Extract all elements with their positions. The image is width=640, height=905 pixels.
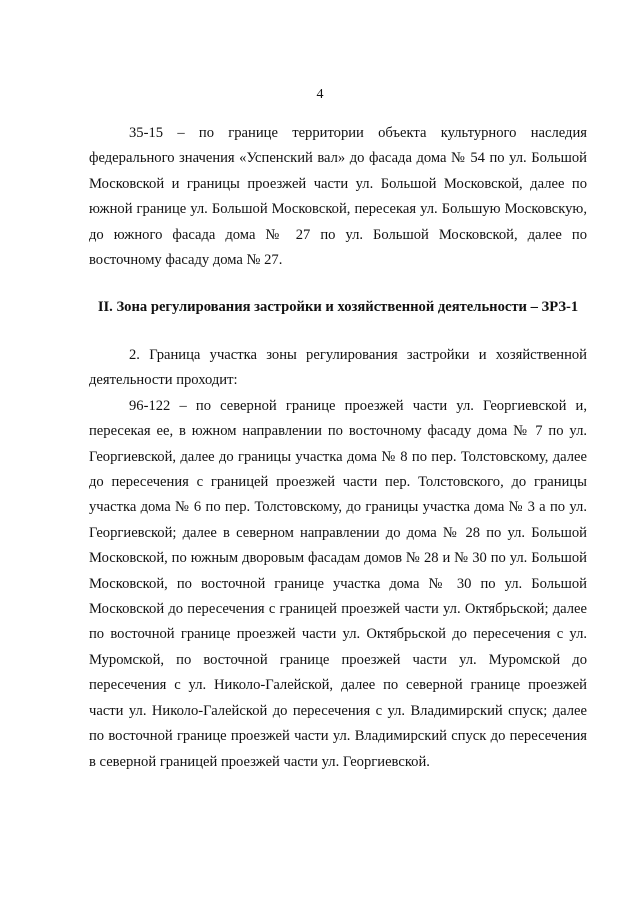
section-1-text (89, 121, 587, 273)
section-heading-zrz-1: II. Зона регулирования застройки и хозяйственной деятельности – ЗРЗ-1 (97, 299, 579, 315)
section-2-text (89, 343, 587, 775)
page-number: 4 (316, 87, 324, 102)
paragraph-96-122: 96-122 – по северной границе проезжей части ул. Георгиевской и, пересекая ее, в южном направлении по восточному фасаду дома № 7 по ул. Георгиевской, далее до границы участка дома № 8 по пер. Толстовскому, далее до пересечения с границей проезжей части пер. Толстовского, до границы участка дома № 6 по пер. Толстовскому, до границы участка дома № 3 а по ул. Георгиевской; далее в северном направлении до дома № 28 по ул. Большой Московской, по южным дворовым фасадам домов № 28 и № 30 по ул. Большой Московской, по восточной границе участка дома № 30 по ул. Большой Московской до пересечения с границей проезжей части ул. Октябрьской; далее по восточной границе проезжей части ул. Октябрьской до пересечения с ул. Муромской, по восточной границе проезжей части ул. Муромской до пересечения с ул. Николо-Галейской, далее по северной границе проезжей части ул. Николо-Галейской до пересечения с ул. Владимирский спуск; далее по восточной границе проезжей части ул. Владимирский спуск до пересечения в северной границей проезжей части ул. Георгиевской. (89, 397, 587, 770)
paragraph-boundary-intro: 2. Граница участка зоны регулирования застройки и хозяйственной деятельности проходит: (89, 347, 587, 389)
paragraph-35-15: 35-15 – по границе территории объекта культурного наследия федерального значения «Успенский вал» до фасада дома № 54 по ул. Большой Московской и границы проезжей части ул. Большой Московской, далее по южной границе ул. Большой Московской, пересекая ул. Большую Московскую, до южного фасада дома № 27 по ул. Большой Московской, далее по восточному фасаду дома № 27. (89, 125, 587, 269)
